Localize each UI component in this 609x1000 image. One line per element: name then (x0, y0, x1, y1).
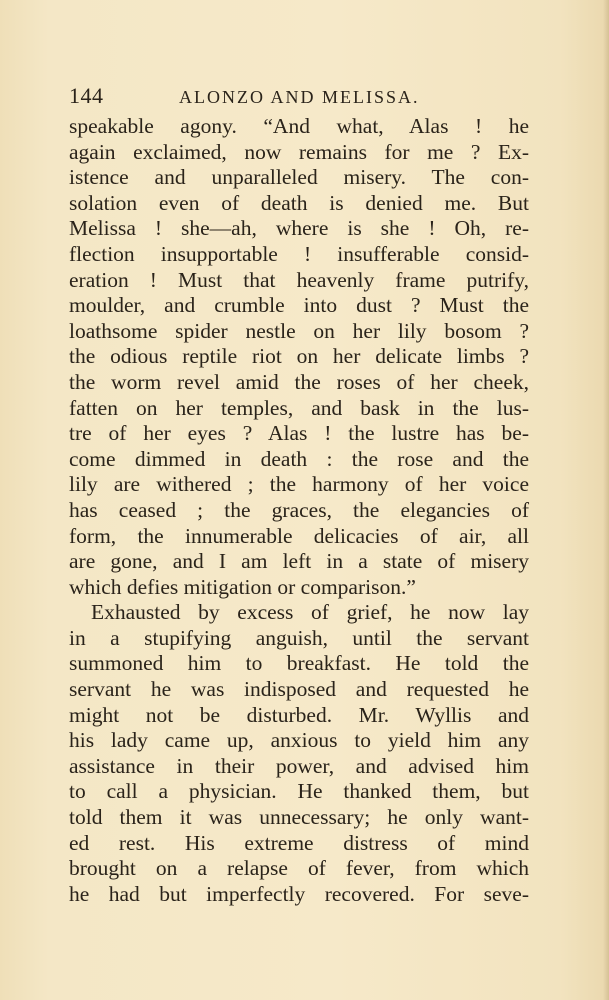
text-line: the worm revel amid the roses of her cheek, (69, 369, 529, 394)
text-line: lily are withered ; the harmony of her voice (69, 472, 529, 497)
text-line: in a stupifying anguish, until the servant (69, 625, 529, 650)
text-line: the odious reptile riot on her delicate limbs ? (69, 344, 529, 369)
text-line: moulder, and crumble into dust ? Must the (69, 293, 529, 318)
text-line: Exhausted by excess of grief, he now lay (91, 600, 529, 625)
text-line: form, the innumerable delicacies of air, all (69, 523, 529, 548)
text-line: speakable agony. “And what, Alas ! he (69, 114, 529, 138)
running-head (69, 82, 539, 112)
text-line: ed rest. His extreme distress of mind (69, 830, 529, 855)
text-line: again exclaimed, now remains for me ? Ex- (69, 139, 529, 164)
page-edge-shadow (603, 0, 609, 1000)
text-line: told them it was unnecessary; he only want- (69, 805, 529, 830)
text-line: flection insupportable ! insufferable consid- (69, 241, 529, 266)
running-title: ALONZO AND MELISSA. (179, 87, 420, 107)
text-line: might not be disturbed. Mr. Wyllis and (69, 702, 529, 727)
text-line: summoned him to breakfast. He told the (69, 651, 529, 676)
body-text (69, 114, 529, 907)
page-number: 144 (69, 83, 104, 108)
text-line: brought on a relapse of fever, from which (69, 856, 529, 881)
text-line: to call a physician. He thanked them, but (69, 779, 529, 804)
text-line: are gone, and I am left in a state of misery (69, 549, 529, 574)
text-line: eration ! Must that heavenly frame putrify, (69, 267, 529, 292)
text-line: servant he was indisposed and requested he (69, 677, 529, 702)
text-line: fatten on her temples, and bask in the lus- (69, 395, 529, 420)
text-line: which defies mitigation or comparison.” (69, 574, 416, 599)
text-line: solation even of death is denied me. But (69, 190, 529, 215)
text-line: loathsome spider nestle on her lily bosom ? (69, 318, 529, 343)
text-line: assistance in their power, and advised him (69, 753, 529, 778)
text-line: come dimmed in death : the rose and the (69, 446, 529, 471)
text-line: Melissa ! she—ah, where is she ! Oh, re- (69, 216, 529, 241)
text-line: he had but imperfectly recovered. For seve- (69, 881, 529, 906)
text-line: tre of her eyes ? Alas ! the lustre has be- (69, 421, 529, 446)
text-line: his lady came up, anxious to yield him any (69, 728, 529, 753)
text-line: has ceased ; the graces, the elegancies of (69, 497, 529, 522)
text-line: istence and unparalleled misery. The con- (69, 165, 529, 190)
